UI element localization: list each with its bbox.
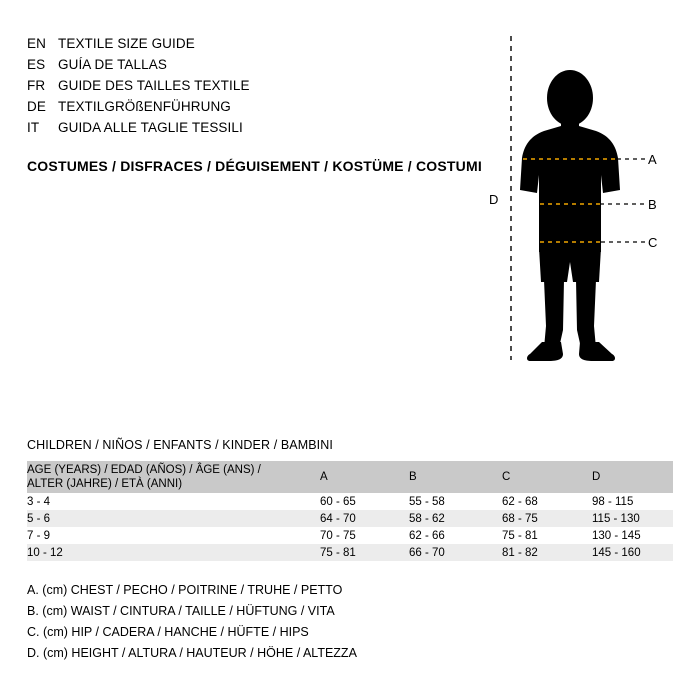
language-row-en	[27, 36, 457, 57]
children-section-label: CHILDREN / NIÑOS / ENFANTS / KINDER / BAMBINI	[27, 438, 333, 452]
cell-age: 7 - 9	[27, 529, 51, 542]
cell-b: 66 - 70	[409, 546, 445, 559]
language-row-fr	[27, 78, 457, 99]
marker-label-c: C	[648, 235, 658, 250]
marker-label-b: B	[648, 197, 657, 212]
legend-a: A. (cm) CHEST / PECHO / POITRINE / TRUHE / PETTO	[27, 583, 343, 597]
header-b: B	[409, 470, 417, 483]
table-row	[27, 544, 673, 561]
marker-label-a: A	[648, 152, 657, 167]
header-age-line1: AGE (YEARS) / EDAD (AÑOS) / ÂGE (ANS) /	[27, 463, 261, 476]
header-age	[27, 461, 320, 493]
header-age-line2: ALTER (JAHRE) / ETÀ (ANNI)	[27, 478, 183, 490]
cell-c: 75 - 81	[502, 529, 538, 542]
cell-a: 64 - 70	[320, 512, 356, 525]
cell-a: 70 - 75	[320, 529, 356, 542]
language-code-fr: FR	[27, 78, 46, 93]
cell-d: 98 - 115	[592, 495, 634, 508]
language-code-de: DE	[27, 99, 46, 114]
cell-c: 81 - 82	[502, 546, 538, 559]
size-table	[27, 461, 673, 561]
marker-label-d: D	[489, 192, 499, 207]
language-code-en: EN	[27, 36, 46, 51]
language-text-en: TEXTILE SIZE GUIDE	[58, 36, 195, 51]
legend-d: D. (cm) HEIGHT / ALTURA / HAUTEUR / HÖHE / ALTEZZA	[27, 646, 357, 660]
header-a: A	[320, 470, 328, 483]
language-row-es	[27, 57, 457, 78]
language-code-it: IT	[27, 120, 40, 135]
table-header-row	[27, 461, 673, 493]
table-row	[27, 527, 673, 544]
language-code-es: ES	[27, 57, 46, 72]
legend-c: C. (cm) HIP / CADERA / HANCHE / HÜFTE / HIPS	[27, 625, 309, 639]
cell-a: 75 - 81	[320, 546, 356, 559]
table-row	[27, 493, 673, 510]
cell-age: 3 - 4	[27, 495, 51, 508]
cell-age: 10 - 12	[27, 546, 63, 559]
header-d: D	[592, 470, 601, 483]
cell-age: 5 - 6	[27, 512, 51, 525]
language-list	[27, 36, 457, 141]
legend-b: B. (cm) WAIST / CINTURA / TAILLE / HÜFTUNG / VITA	[27, 604, 335, 618]
cell-d: 115 - 130	[592, 512, 640, 525]
language-text-es: GUÍA DE TALLAS	[58, 57, 167, 72]
cell-d: 145 - 160	[592, 546, 641, 559]
costumes-subtitle: COSTUMES / DISFRACES / DÉGUISEMENT / KOSTÜME / COSTUMI	[27, 158, 482, 174]
cell-a: 60 - 65	[320, 495, 356, 508]
measurement-legend	[27, 580, 357, 664]
cell-d: 130 - 145	[592, 529, 641, 542]
header-c: C	[502, 470, 511, 483]
cell-b: 62 - 66	[409, 529, 445, 542]
cell-c: 62 - 68	[502, 495, 538, 508]
language-text-fr: GUIDE DES TAILLES TEXTILE	[58, 78, 250, 93]
language-row-de	[27, 99, 457, 120]
language-row-it	[27, 120, 457, 141]
language-text-it: GUIDA ALLE TAGLIE TESSILI	[58, 120, 243, 135]
cell-c: 68 - 75	[502, 512, 538, 525]
language-text-de: TEXTILGRÖßENFÜHRUNG	[58, 99, 231, 114]
cell-b: 55 - 58	[409, 495, 445, 508]
cell-b: 58 - 62	[409, 512, 445, 525]
table-row	[27, 510, 673, 527]
child-silhouette	[520, 70, 620, 361]
body-figure-diagram	[460, 30, 675, 370]
